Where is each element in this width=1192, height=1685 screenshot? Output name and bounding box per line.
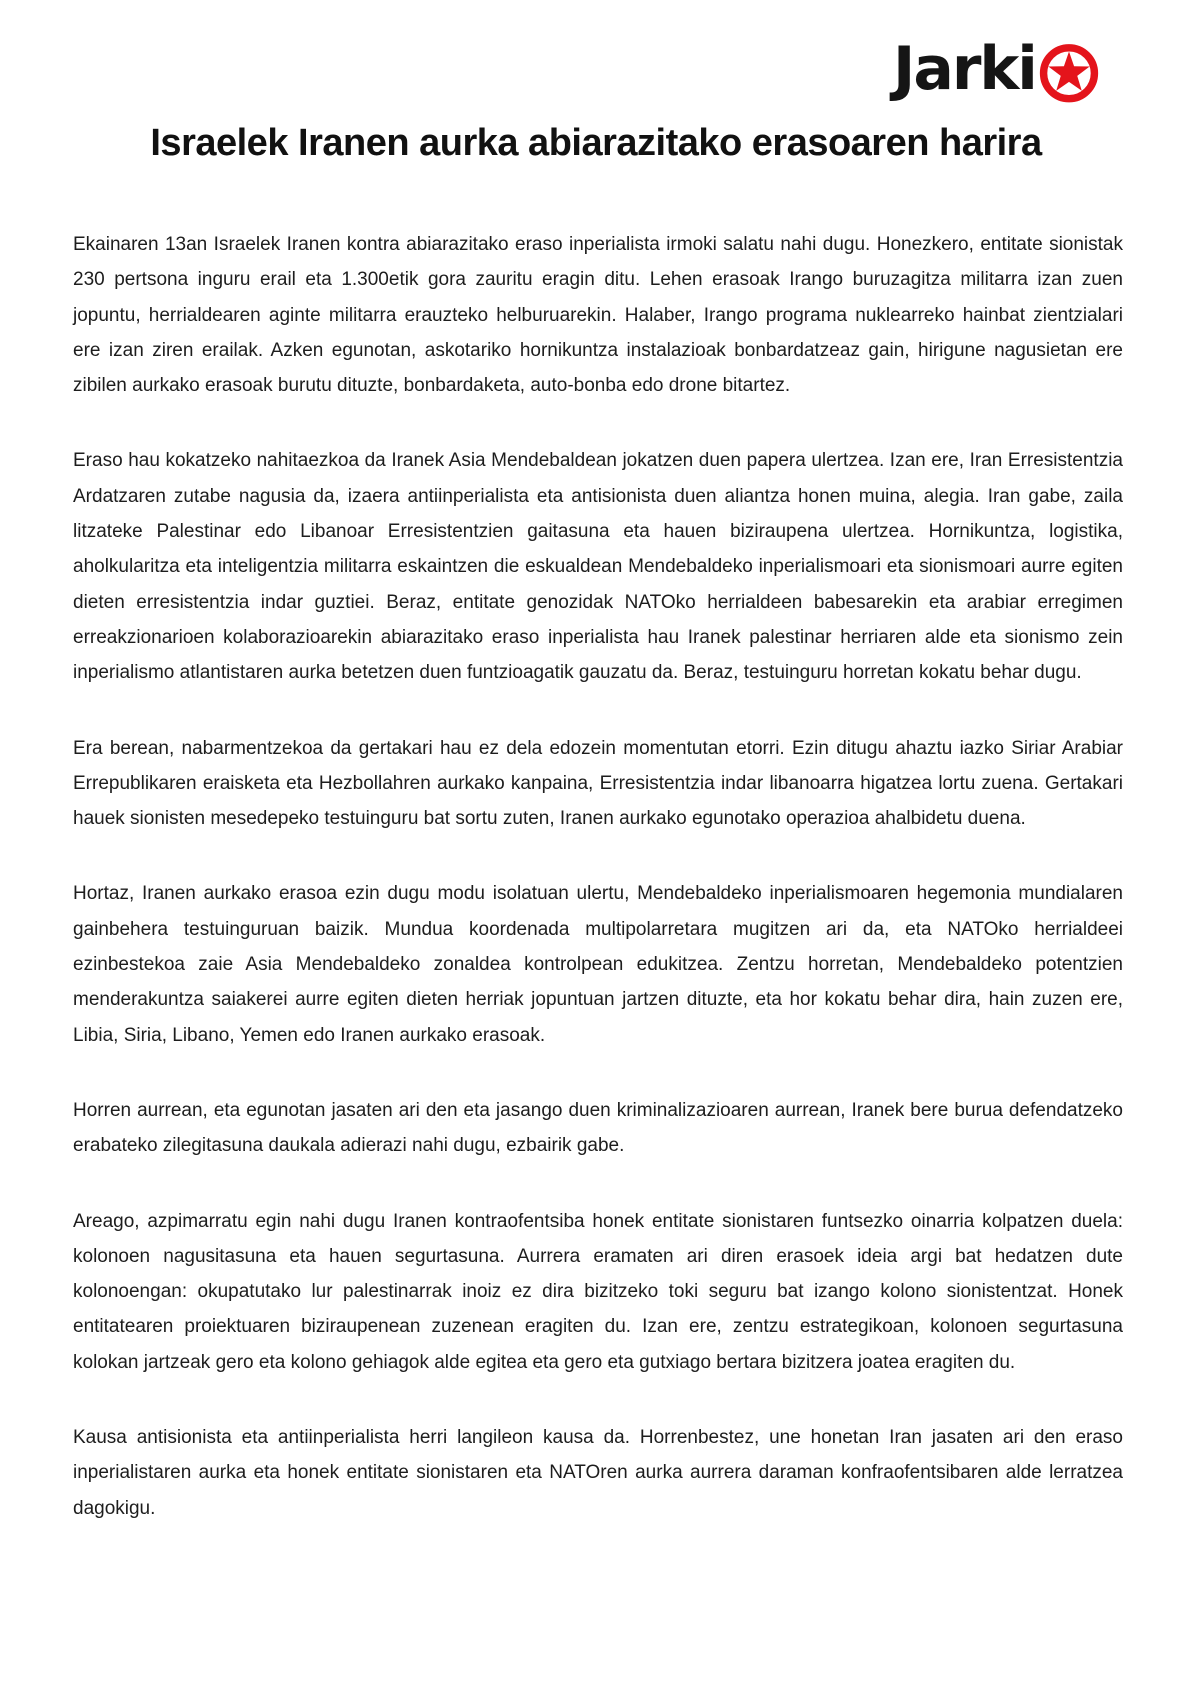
- article-paragraph: Kausa antisionista eta antiinperialista herri langileon kausa da. Horrenbestez, une honetan Iran jasaten ari den eraso inperialistaren aurka eta honek entitate sionistaren eta NATOren aurka aurrera daraman konfraofentsibaren alde lerratzea dagokigu.: [73, 1427, 1123, 1519]
- article-paragraph: Areago, azpimarratu egin nahi dugu Iranen kontraofentsiba honek entitate sionistaren funtsezko oinarria kolpatzen duela: kolonoen nagusitasuna eta hauen segurtasuna. Aurrera eramaten ari diren erasoek ideia argi bat hedatzen dute kolonoengan: okupatutako lur palestinarrak inoiz ez dira bizitzeko toki seguru bat izango kolono sionistentzat. Honek entitatearen proiektuaren biziraupenean zuzenean eragiten du. Izan ere, zentzu estrategikoan, kolonoen segurtasuna kolokan jartzeak gero eta kolono gehiagok alde egitea eta gero eta gutxiago bertara bizitzera joatea eragiten du.: [73, 1210, 1123, 1373]
- article-paragraph: Horren aurrean, eta egunotan jasaten ari den eta jasango duen kriminalizazioaren aurrean, Iranek bere burua defendatzeko erabateko zilegitasuna daukala adierazi nahi dugu, ezbairik gabe.: [73, 1099, 1123, 1157]
- article-body: [73, 227, 1123, 1566]
- jarki-logo: [893, 34, 1100, 104]
- article-paragraph: Eraso hau kokatzeko nahitaezkoa da Iranek Asia Mendebaldean jokatzen duen papera ulertzea. Izan ere, Iran Erresistentzia Ardatzaren zutabe nagusia da, izaera antiinperialista eta antisionista duen aliantza honen muina, alegia. Iran gabe, zaila litzateke Palestinar edo Libanoar Erresistentzien gaitasuna eta hauen biziraupena ulertzea. Hornikuntza, logistika, aholkularitza eta inteligentzia militarra eskaintzen die eskualdean Mendebaldeko inperialismoari eta sionismoari aurre egiten dieten erresistentzia indar guztiei. Beraz, entitate genozidak NATOko herrialdeen babesarekin eta arabiar erregimen erreakzionarioen kolaborazioarekin abiarazitako eraso inperialista hau Iranek palestinar herriaren alde eta sionismo zein inperialismo atlantistaren aurka betetzen duen funtzioagatik gauzatu da. Beraz, testuinguru horretan kokatu behar dugu.: [73, 450, 1123, 684]
- article-paragraph: Era berean, nabarmentzekoa da gertakari hau ez dela edozein momentutan etorri. Ezin ditugu ahaztu iazko Siriar Arabiar Errepublikaren eraisketa eta Hezbollahren aurkako kanpaina, Erresistentzia indar libanoarra higatzea lortu zuena. Gertakari hauek sionisten mesedepeko testuinguru bat sortu zuten, Iranen aurkako egunotako operazioa ahalbidetu duena.: [73, 737, 1123, 830]
- red-star-icon: [1038, 41, 1100, 103]
- logo-wordmark: Jarki: [893, 34, 1036, 104]
- article-title: Israelek Iranen aurka abiarazitako erasoaren harira: [150, 122, 1042, 164]
- star-shape: [1048, 52, 1089, 91]
- article-paragraph: Ekainaren 13an Israelek Iranen kontra abiarazitako eraso inperialista irmoki salatu nahi dugu. Honezkero, entitate sionistak 230 pertsona inguru erail eta 1.300etik gora zauritu eragin ditu. Lehen erasoak Irango buruzagitza militarra izan zuen jopuntu, herrialdearen aginte militarra erauzteko helburuarekin. Halaber, Irango programa nuklearreko hainbat zientzialari ere izan ziren erailak. Azken egunotan, askotariko hornikuntza instalazioak bonbardatzeaz gain, hirigune nagusietan ere zibilen aurkako erasoak burutu dituzte, bonbardaketa, auto-bonba edo drone bitartez.: [73, 234, 1123, 397]
- article-paragraph: Hortaz, Iranen aurkako erasoa ezin dugu modu isolatuan ulertu, Mendebaldeko inperialismoaren hegemonia mundialaren gainbehera testuinguruan baizik. Mundua koordenada multipolarretara mugitzen ari da, eta NATOko herrialdeei ezinbestekoa zaie Asia Mendebaldeko zonaldea kontrolpean edukitzea. Zentzu horretan, Mendebaldeko potentzien menderakuntza saiakerei aurre egiten dieten herriak jopuntuan jartzen dituzte, eta hor kokatu behar dira, hain zuzen ere, Libia, Siria, Libano, Yemen edo Iranen aurkako erasoak.: [73, 883, 1123, 1046]
